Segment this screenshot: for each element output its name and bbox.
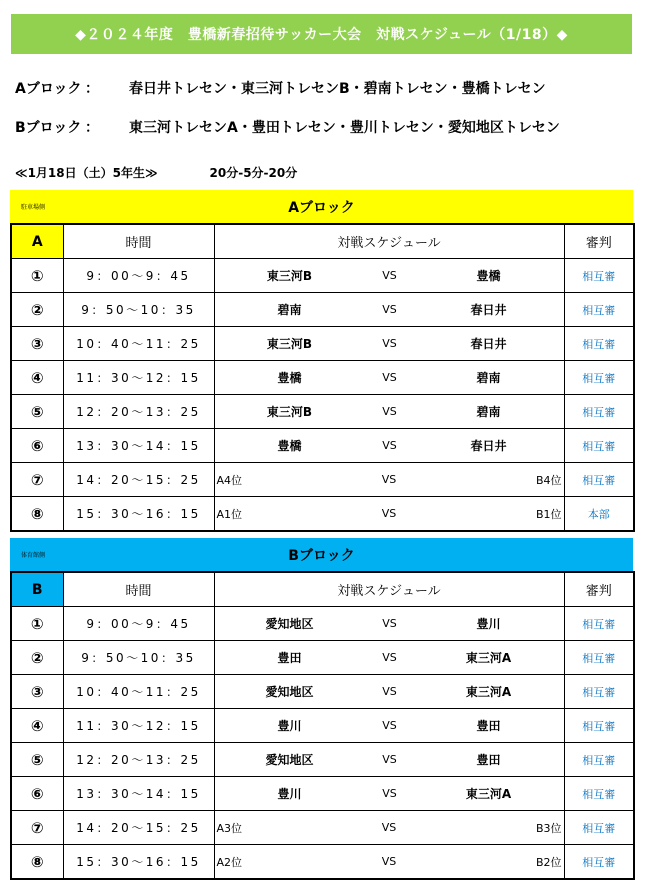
referee-cell: 相互審: [564, 777, 634, 811]
away-team: 豊橋: [476, 269, 501, 283]
away-team: B3位: [535, 821, 562, 835]
vs-label: VS: [382, 269, 397, 282]
match-cell: [214, 293, 564, 327]
schedule-header: 対戦スケジュール: [214, 572, 564, 607]
match-cell: [214, 709, 564, 743]
match-time: 12：20～13：25: [63, 743, 214, 777]
home-team: A1位: [216, 507, 243, 521]
match-cell: [214, 361, 564, 395]
match-number: ②: [11, 641, 63, 675]
match-time: 10：40～11：25: [63, 675, 214, 709]
time-header: 時間: [63, 572, 214, 607]
away-team: 東三河A: [465, 685, 512, 699]
table-row: [11, 429, 634, 463]
match-number: ②: [11, 293, 63, 327]
block-b-colon: ：: [85, 120, 99, 136]
match-cell: [214, 395, 564, 429]
away-team: 春日井: [470, 337, 507, 351]
match-number: ⑧: [11, 845, 63, 880]
time-header: 時間: [63, 224, 214, 259]
block-a-teams: 春日井トレセン・東三河トレセンB・碧南トレセン・豊橋トレセン: [129, 81, 546, 97]
table-row: [11, 497, 634, 532]
table-row: [11, 845, 634, 880]
match-time: 11：30～12：15: [63, 709, 214, 743]
referee-cell: 相互審: [564, 675, 634, 709]
block-letter: B: [11, 572, 63, 607]
match-number: ⑦: [11, 811, 63, 845]
match-number: ⑦: [11, 463, 63, 497]
match-number: ③: [11, 675, 63, 709]
vs-label: VS: [381, 507, 397, 520]
vs-label: VS: [381, 821, 397, 834]
match-cell: [214, 463, 564, 497]
table-row: [11, 259, 634, 293]
match-time: 13：30～14：15: [63, 777, 214, 811]
home-team: 東三河B: [266, 269, 313, 283]
referee-cell: 相互審: [564, 641, 634, 675]
home-team: 東三河B: [266, 337, 313, 351]
away-team: B2位: [535, 855, 562, 869]
match-time: 11：30～12：15: [63, 361, 214, 395]
vs-label: VS: [382, 371, 397, 384]
match-cell: [214, 429, 564, 463]
table-row: [11, 361, 634, 395]
vs-label: VS: [382, 303, 397, 316]
venue-note: 体育館側: [21, 552, 46, 559]
match-number: ④: [11, 361, 63, 395]
home-team: 愛知地区: [265, 753, 314, 767]
home-team: 豊橋: [277, 439, 302, 453]
home-team: A4位: [216, 473, 243, 487]
referee-cell: 相互審: [564, 709, 634, 743]
match-number: ①: [11, 259, 63, 293]
match-number: ④: [11, 709, 63, 743]
match-cell: [214, 675, 564, 709]
referee-header: 審判: [564, 572, 634, 607]
block-letter: A: [11, 224, 63, 259]
table-row: [11, 777, 634, 811]
block-title: Aブロック: [288, 199, 355, 216]
vs-label: VS: [381, 473, 397, 486]
match-time: 14：20～15：25: [63, 463, 214, 497]
home-team: 碧南: [277, 303, 302, 317]
block-a-label: Aブロック: [15, 81, 82, 97]
block-header: [10, 190, 633, 223]
match-time: 10：40～11：25: [63, 327, 214, 361]
referee-cell: 相互審: [564, 293, 634, 327]
away-team: B1位: [535, 507, 562, 521]
table-row: [11, 327, 634, 361]
vs-label: VS: [382, 439, 397, 452]
away-team: 豊田: [476, 719, 501, 733]
match-cell: [214, 845, 564, 880]
match-time: 9：00～9：45: [63, 259, 214, 293]
vs-label: VS: [381, 855, 397, 868]
match-number: ⑧: [11, 497, 63, 532]
block-b-teams: 東三河トレセンA・豊田トレセン・豊川トレセン・愛知地区トレセン: [129, 120, 560, 136]
block-b-info: [15, 117, 560, 137]
away-team: 東三河A: [465, 787, 512, 801]
match-time: 15：30～16：15: [63, 497, 214, 532]
block-a-section: [10, 190, 633, 532]
match-cell: [214, 641, 564, 675]
referee-cell: 相互審: [564, 845, 634, 880]
referee-header: 審判: [564, 224, 634, 259]
schedule-subtitle: [15, 164, 297, 181]
referee-cell: 相互審: [564, 395, 634, 429]
away-team: 東三河A: [465, 651, 512, 665]
home-team: A2位: [216, 855, 243, 869]
block-b-label: Bブロック: [15, 120, 82, 136]
away-team: 豊田: [476, 753, 501, 767]
match-format: 20分-5分-20分: [209, 166, 298, 180]
block-a-colon: ：: [85, 81, 99, 97]
match-time: 13：30～14：15: [63, 429, 214, 463]
match-cell: [214, 743, 564, 777]
schedule-table: [10, 223, 635, 532]
page-title-banner: [11, 14, 632, 54]
schedule-header: 対戦スケジュール: [214, 224, 564, 259]
page-title: ◆２０２４年度 豊橋新春招待サッカー大会 対戦スケジュール（1/18）◆: [75, 27, 568, 43]
away-team: 豊川: [476, 617, 501, 631]
table-row: [11, 395, 634, 429]
home-team: 豊橋: [277, 371, 302, 385]
table-row: [11, 709, 634, 743]
table-row: [11, 641, 634, 675]
match-number: ⑥: [11, 429, 63, 463]
venue-note: 駐車場側: [21, 204, 46, 211]
vs-label: VS: [382, 651, 397, 664]
table-row: [11, 607, 634, 641]
block-title: Bブロック: [288, 547, 355, 564]
table-row: [11, 811, 634, 845]
match-cell: [214, 777, 564, 811]
block-a-info: [15, 78, 546, 98]
home-team: 豊川: [277, 787, 302, 801]
home-team: 東三河B: [266, 405, 313, 419]
table-row: [11, 293, 634, 327]
match-number: ⑤: [11, 395, 63, 429]
match-cell: [214, 259, 564, 293]
table-row: [11, 675, 634, 709]
vs-label: VS: [382, 719, 397, 732]
match-cell: [214, 497, 564, 532]
vs-label: VS: [382, 685, 397, 698]
vs-label: VS: [382, 337, 397, 350]
away-team: 碧南: [476, 371, 501, 385]
table-header-row: [11, 572, 634, 607]
match-time: 9：00～9：45: [63, 607, 214, 641]
table-header-row: [11, 224, 634, 259]
block-header: [10, 538, 633, 571]
referee-cell: 相互審: [564, 743, 634, 777]
referee-cell: 本部: [564, 497, 634, 532]
away-team: B4位: [535, 473, 562, 487]
referee-cell: 相互審: [564, 361, 634, 395]
match-time: 9：50～10：35: [63, 641, 214, 675]
match-number: ⑥: [11, 777, 63, 811]
table-row: [11, 743, 634, 777]
away-team: 春日井: [470, 439, 507, 453]
vs-label: VS: [382, 753, 397, 766]
vs-label: VS: [382, 405, 397, 418]
vs-label: VS: [382, 617, 397, 630]
match-time: 14：20～15：25: [63, 811, 214, 845]
home-team: 愛知地区: [265, 617, 314, 631]
match-number: ⑤: [11, 743, 63, 777]
match-time: 15：30～16：15: [63, 845, 214, 880]
match-cell: [214, 811, 564, 845]
referee-cell: 相互審: [564, 259, 634, 293]
schedule-table: [10, 571, 635, 880]
vs-label: VS: [382, 787, 397, 800]
match-number: ③: [11, 327, 63, 361]
away-team: 春日井: [470, 303, 507, 317]
away-team: 碧南: [476, 405, 501, 419]
home-team: 愛知地区: [265, 685, 314, 699]
match-time: 9：50～10：35: [63, 293, 214, 327]
referee-cell: 相互審: [564, 607, 634, 641]
match-time: 12：20～13：25: [63, 395, 214, 429]
referee-cell: 相互審: [564, 463, 634, 497]
referee-cell: 相互審: [564, 811, 634, 845]
home-team: 豊川: [277, 719, 302, 733]
block-b-section: [10, 538, 633, 880]
match-cell: [214, 607, 564, 641]
referee-cell: 相互審: [564, 327, 634, 361]
match-cell: [214, 327, 564, 361]
home-team: A3位: [216, 821, 243, 835]
home-team: 豊田: [277, 651, 302, 665]
match-number: ①: [11, 607, 63, 641]
table-row: [11, 463, 634, 497]
match-date: ≪1月18日（土）5年生≫: [15, 166, 158, 180]
referee-cell: 相互審: [564, 429, 634, 463]
